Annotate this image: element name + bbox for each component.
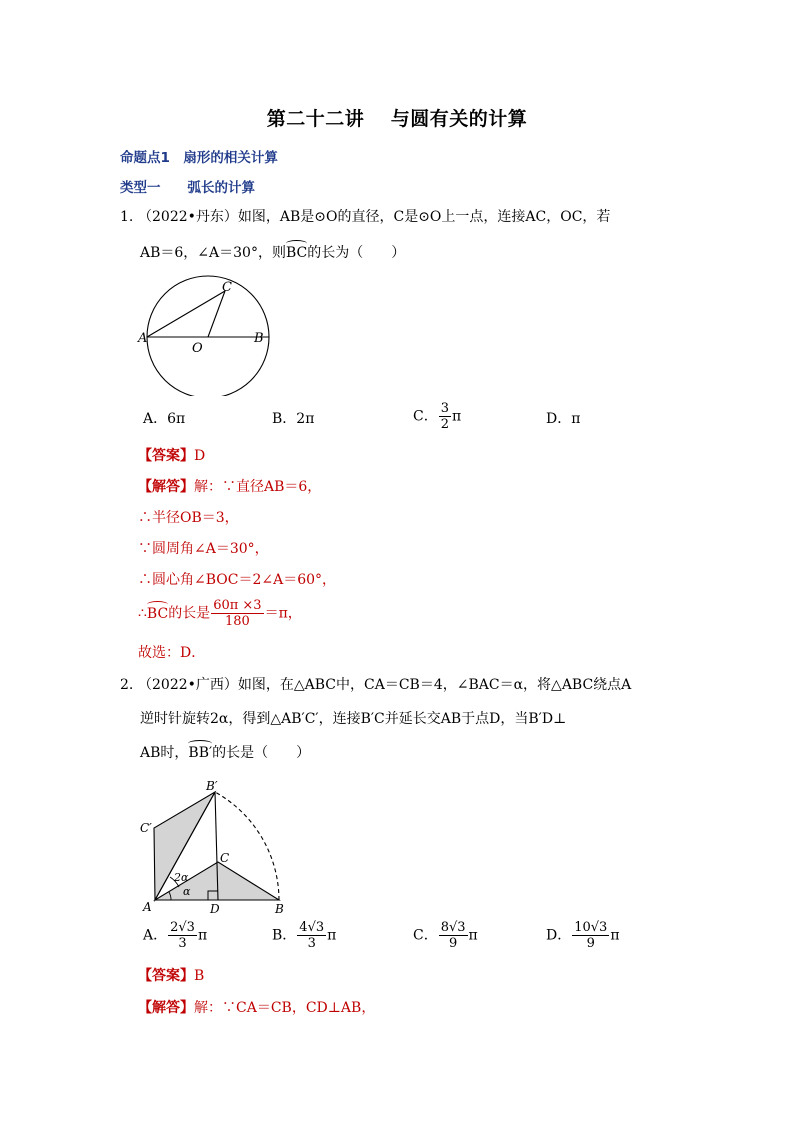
q1-solution-line4: ∴圆心角∠BOC＝2∠A＝60°， xyxy=(138,572,337,588)
section-type: 类型一 弧长的计算 xyxy=(120,180,255,196)
q1-conclusion: 故选：D． xyxy=(138,645,206,661)
q2-figure xyxy=(134,770,304,920)
q2-solution-line1 xyxy=(138,998,375,1018)
solution-tag: 【解答】 xyxy=(138,1000,194,1016)
q1-label-o: O xyxy=(192,341,203,356)
q1-chord-ac xyxy=(147,291,225,337)
q2-option-c-pi: π xyxy=(468,927,478,944)
q2-line1: （2022•广西）如图，在△ABC中，CA＝CB＝4，∠BAC＝α，将△ABC绕点A xyxy=(138,677,632,693)
q2-label-c: C xyxy=(220,851,230,865)
q1-option-c-fraction xyxy=(439,401,451,432)
q2-option-c-label: C． xyxy=(413,927,438,944)
fraction-denominator: 180 xyxy=(224,614,250,629)
solution-tag: 【解答】 xyxy=(138,479,194,495)
q1-solution-line1 xyxy=(138,477,321,497)
answer-value: B xyxy=(194,968,205,984)
q2-option-b-fraction xyxy=(297,920,326,951)
q2-arc-bb: BB′ xyxy=(188,745,213,761)
q2-line2: 逆时针旋转2α，得到△AB′C′，连接B′C并延长交AB于点D，当B′D⊥ xyxy=(140,711,567,727)
fraction-numerator: 10√3 xyxy=(574,920,608,935)
q1-option-c-pi: π xyxy=(452,408,462,425)
q1-option-b: B．2π xyxy=(272,411,315,427)
q2-label-b: B xyxy=(275,902,284,916)
q2-option-d-pi: π xyxy=(610,927,620,944)
fraction-numerator: 60π ×3 xyxy=(213,598,262,613)
solution-fraction xyxy=(211,598,263,629)
q2-answer xyxy=(138,966,204,986)
page-title: 第二十二讲 与圆有关的计算 xyxy=(266,108,528,130)
solution-therefore: ∴ xyxy=(138,605,147,622)
q2-option-b-pi: π xyxy=(327,927,337,944)
answer-tag: 【答案】 xyxy=(138,968,194,984)
q2-option-b xyxy=(272,920,336,951)
q2-label-c-prime: C′ xyxy=(140,821,152,835)
q2-label-a: A xyxy=(143,900,152,914)
fraction-numerator: 4√3 xyxy=(299,920,325,935)
q1-option-c-label: C． xyxy=(413,408,438,425)
q1-option-c xyxy=(413,401,461,432)
q2-line3-suffix: 的长是（ ） xyxy=(212,745,311,761)
q1-line2-prefix: AB＝6，∠A＝30°，则 xyxy=(140,245,286,261)
fraction-numerator: 8√3 xyxy=(440,920,466,935)
answer-tag: 【答案】 xyxy=(138,448,194,464)
q2-option-b-label: B． xyxy=(272,927,297,944)
q2-line3-prefix: AB时， xyxy=(140,745,189,761)
q2-option-a-label: A． xyxy=(143,927,168,944)
q2-label-b-prime: B′ xyxy=(206,779,218,793)
solution-arc-bc: BC xyxy=(146,605,169,622)
q1-answer xyxy=(138,446,205,466)
q1-option-d: D．π xyxy=(546,411,581,427)
q1-line2 xyxy=(140,243,405,263)
q1-solution-line3: ∵圆周角∠A＝30°， xyxy=(138,541,269,557)
q1-label-b: B xyxy=(254,331,264,346)
fraction-denominator: 9 xyxy=(448,936,458,951)
q2-line3 xyxy=(140,743,310,763)
q2-option-c xyxy=(413,920,478,951)
fraction-denominator: 2 xyxy=(440,417,449,432)
q1-label-c: C xyxy=(222,280,232,295)
q2-number: 2. xyxy=(120,677,134,693)
q1-label-a: A xyxy=(138,331,148,346)
q2-option-a xyxy=(143,920,207,951)
q2-label-alpha: α xyxy=(183,885,191,898)
fraction-numerator: 3 xyxy=(440,401,449,416)
fraction-denominator: 3 xyxy=(307,936,316,951)
fraction-denominator: 9 xyxy=(586,936,595,951)
solution-text: 解：∵直径AB＝6， xyxy=(194,479,322,495)
solution-result: ＝π， xyxy=(264,605,302,622)
q1-arc-bc: BC xyxy=(285,245,308,261)
fraction-numerator: 2√3 xyxy=(170,920,195,935)
section-topic: 命题点1 扇形的相关计算 xyxy=(120,150,278,166)
q1-number: 1. xyxy=(120,209,134,225)
q2-label-2alpha: 2α xyxy=(174,871,189,884)
q2-option-a-fraction xyxy=(168,920,197,951)
q2-option-d-label: D． xyxy=(546,927,572,944)
solution-length-text: 的长是 xyxy=(168,605,211,622)
q1-figure xyxy=(130,272,280,396)
q2-option-d-fraction xyxy=(572,920,609,951)
q1-solution-line2: ∴半径OB＝3， xyxy=(138,510,239,526)
q2-option-c-fraction xyxy=(439,920,468,951)
solution-text: 解：∵CA＝CB，CD⊥AB， xyxy=(194,1000,376,1016)
answer-value: D xyxy=(194,448,206,464)
q1-line2-suffix: 的长为（ ） xyxy=(307,245,406,261)
q1-solution-line5 xyxy=(138,598,302,629)
q1-option-a: A．6π xyxy=(143,411,186,427)
fraction-denominator: 3 xyxy=(178,936,187,951)
q1-line1: （2022•丹东）如图，AB是⊙O的直径，C是⊙O上一点，连接AC，OC，若 xyxy=(138,209,611,225)
q2-option-a-pi: π xyxy=(197,927,208,944)
q2-label-d: D xyxy=(210,902,220,916)
q2-option-d xyxy=(546,920,620,951)
q1-radius-oc xyxy=(208,291,225,337)
